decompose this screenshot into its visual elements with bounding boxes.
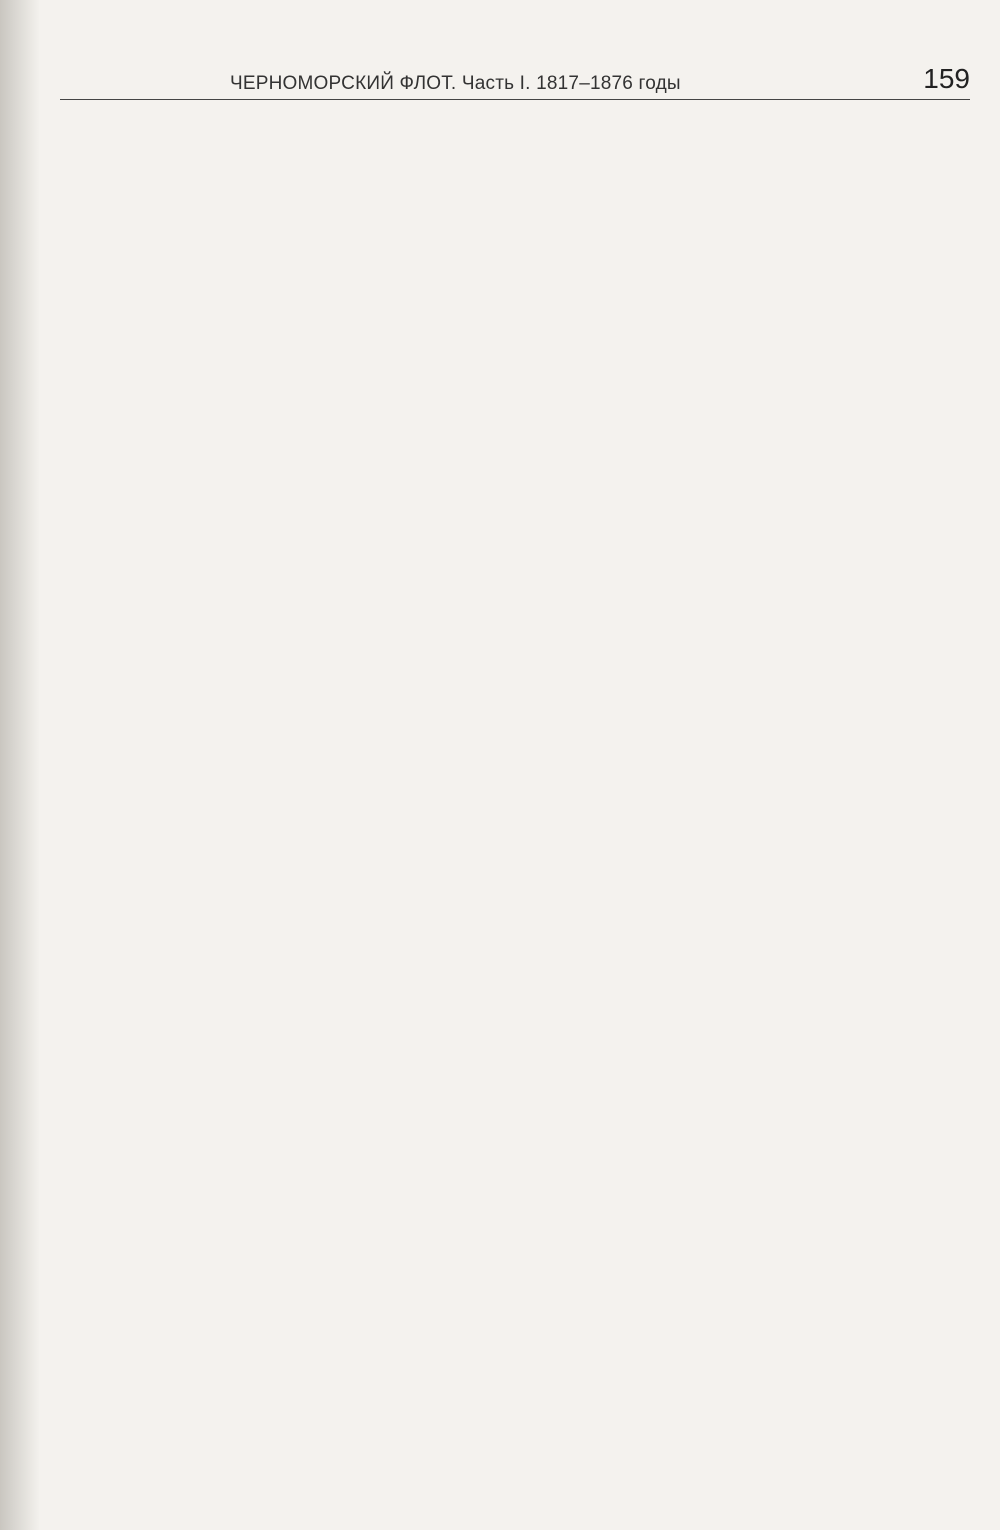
running-head [60,60,970,100]
page-number: 159 [923,63,970,94]
gutter-shadow [0,0,40,1530]
right-column-text [527,112,970,1460]
running-head-title: ЧЕРНОМОРСКИЙ ФЛОТ. Часть I. 1817–1876 годы [230,73,681,94]
body-columns [60,112,970,1460]
left-column-text [60,112,503,1460]
